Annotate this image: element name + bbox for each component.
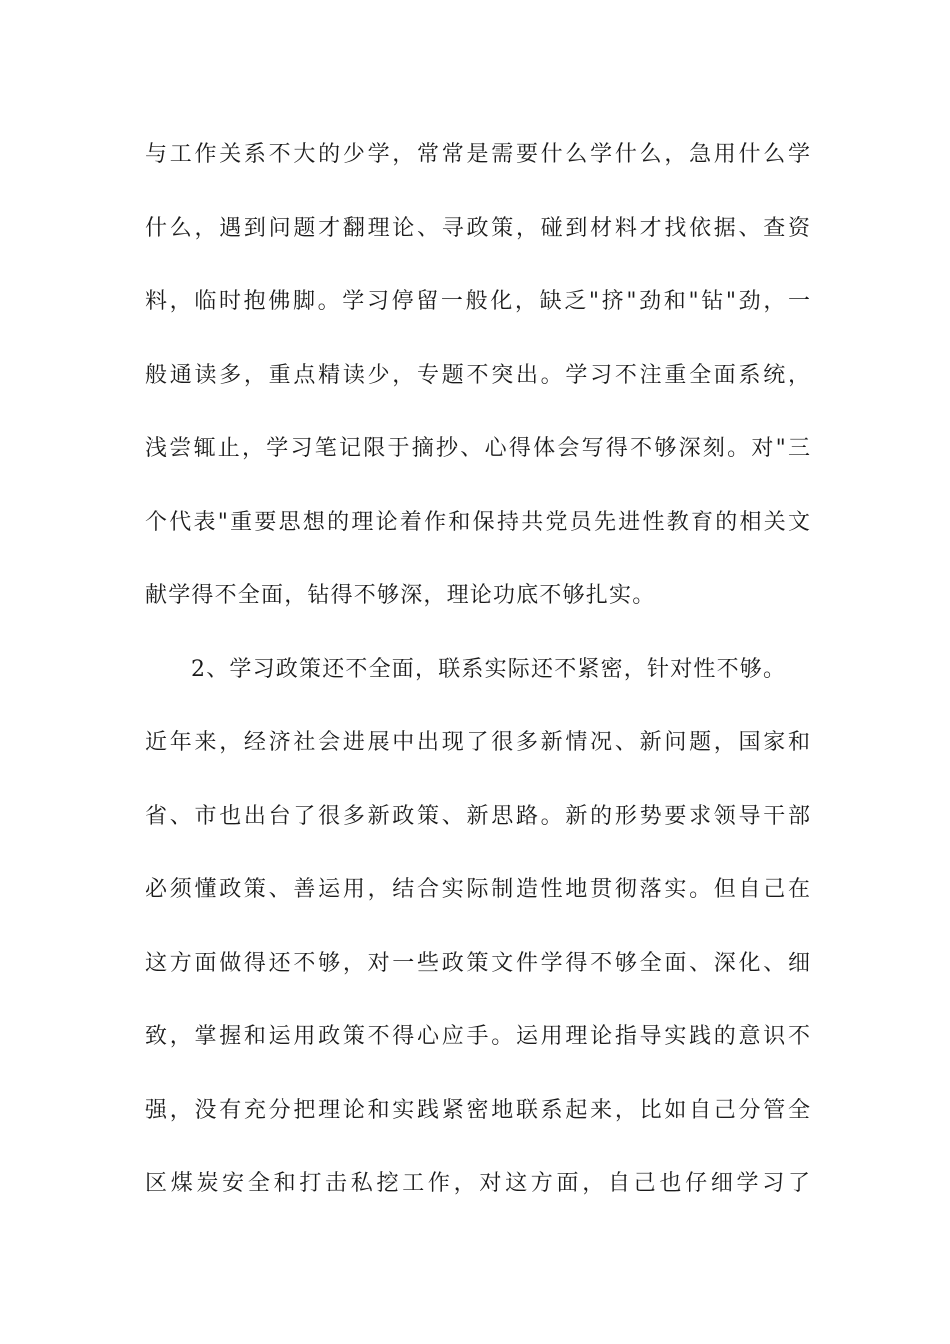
text-line: 什么，遇到问题才翻理论、寻政策，碰到材料才找依据、查资 [145,215,810,241]
text-line: 般通读多，重点精读少，专题不突出。学习不注重全面系统， [145,362,810,388]
text-line: 致，掌握和运用政策不得心应手。运用理论指导实践的意识不 [145,1024,810,1049]
text-line: 这方面做得还不够，对一些政策文件学得不够全面、深化、细 [145,950,810,976]
text-line: 献学得不全面，钻得不够深，理论功底不够扎实。 [145,583,656,608]
text-line: 强，没有充分把理论和实践紧密地联系起来，比如自己分管全 [145,1097,810,1123]
text-line: 省、市也出台了很多新政策、新思路。新的形势要求领导干部 [145,803,810,829]
body-text [145,130,810,1233]
text-line: 与工作关系不大的少学，常常是需要什么学什么，急用什么学 [145,142,810,167]
text-line: 必须懂政策、善运用，结合实际制造性地贯彻落实。但自己在 [145,877,810,902]
text-line: 区煤炭安全和打击私挖工作，对这方面，自己也仔细学习了 [145,1171,810,1196]
text-line: 个代表"重要思想的理论着作和保持共党员先进性教育的相关文 [145,509,810,535]
text-line: 浅尝辄止，学习笔记限于摘抄、心得体会写得不够深刻。对"三 [145,436,810,461]
text-line: 料，临时抱佛脚。学习停留一般化，缺乏"挤"劲和"钻"劲，一 [145,289,810,314]
paragraph-heading-line: 2、学习政策还不全面，联系实际还不紧密，针对性不够。 [191,656,787,682]
text-line: 近年来，经济社会进展中出现了很多新情况、新问题，国家和 [145,730,810,755]
